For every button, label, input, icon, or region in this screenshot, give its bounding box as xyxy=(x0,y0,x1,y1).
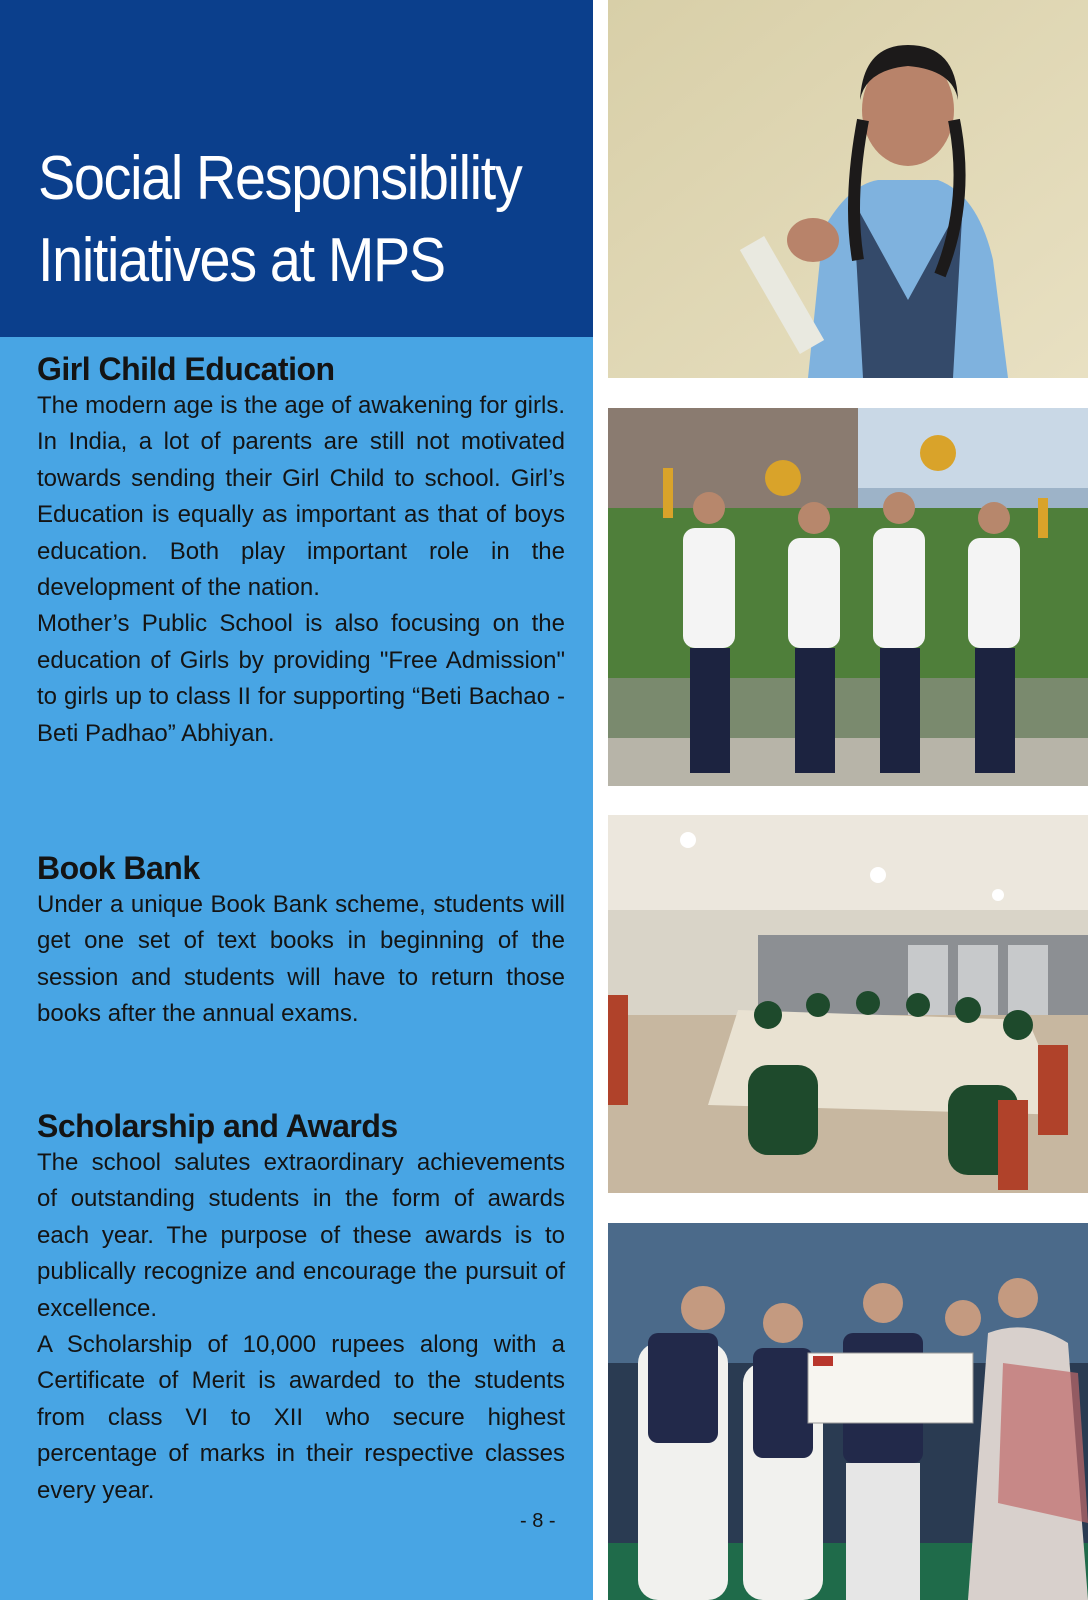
section-paragraph: Mother’s Public School is also focusing on the education of Girls by providing "Free Admission" to girls up to class II for supporting “Beti Bachao - Beti Padhao” Abhiyan. xyxy=(37,610,565,747)
page-number: - 8 - xyxy=(520,1510,556,1532)
title-band xyxy=(0,0,593,337)
photo-library-room xyxy=(608,815,1088,1193)
section-paragraph: A Scholarship of 10,000 rupees along with a Certificate of Merit is awarded to the students from class VI to XII who secure highest percentage of marks in their respective classes every year. xyxy=(37,1331,565,1504)
section-heading: Girl Child Education xyxy=(37,351,335,387)
title-line-2: Initiatives at MPS xyxy=(38,226,445,295)
section-girl-child-education xyxy=(37,350,565,752)
section-book-bank xyxy=(37,849,565,1033)
section-paragraph: The school salutes extraordinary achievements of outstanding students in the form of awards each year. The purpose of these awards is to publically recognize and encourage the pursuit of excellence. xyxy=(37,1149,565,1322)
photo-scholarship-ceremony xyxy=(608,1223,1088,1600)
section-scholarship-awards xyxy=(37,1107,565,1509)
page-title xyxy=(38,138,524,302)
photo-student-with-book xyxy=(608,0,1088,378)
section-heading: Scholarship and Awards xyxy=(37,1108,398,1144)
section-heading: Book Bank xyxy=(37,850,200,886)
section-paragraph: The modern age is the age of awakening for girls. In India, a lot of parents are still not motivated towards sending their Girl Child to school. Girl’s Education is equally as important as that of boys education. Both play important role in the development of the nation. xyxy=(37,392,565,602)
photo-students-with-trophies xyxy=(608,408,1088,786)
title-line-1: Social Responsibility xyxy=(38,144,522,213)
section-paragraph: Under a unique Book Bank scheme, students will get one set of text books in beginning of the session and students will have to return those books after the annual exams. xyxy=(37,891,565,1028)
